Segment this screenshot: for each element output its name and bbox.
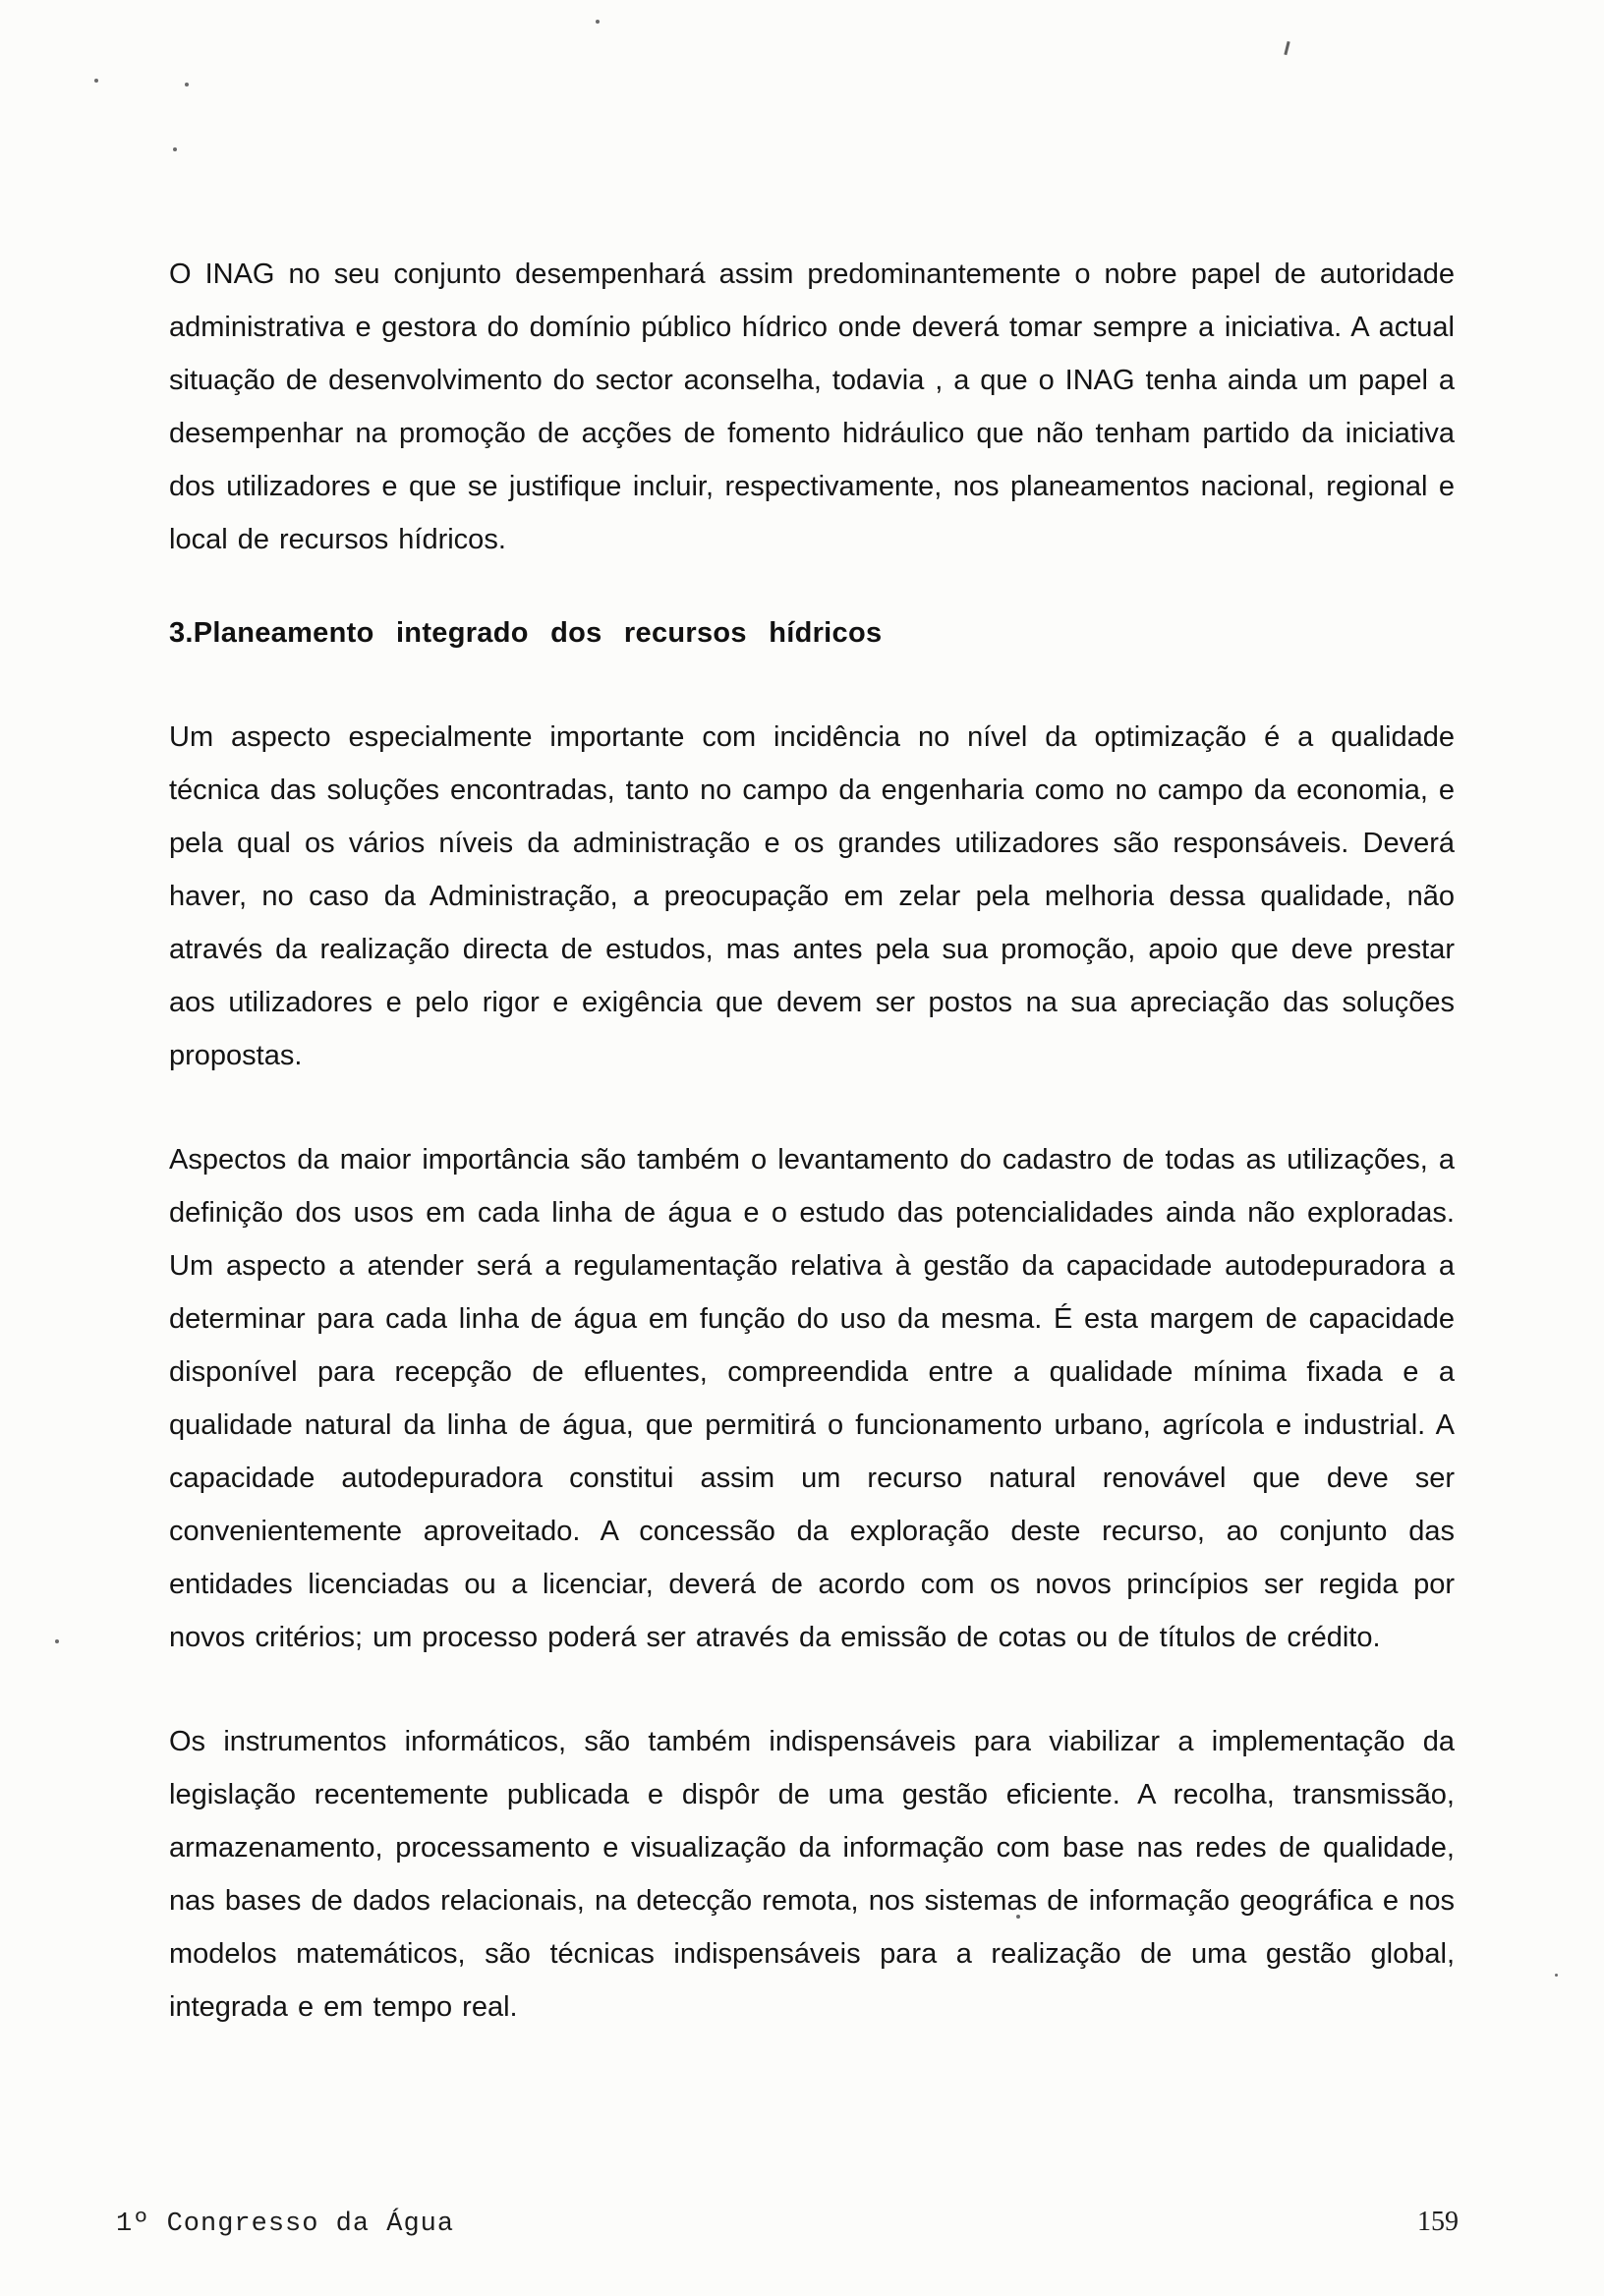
- scan-speck: [173, 147, 177, 151]
- body-paragraph-1: O INAG no seu conjunto desempenhará assim predominantemente o nobre papel de autoridade administrativa e gestora do domínio público hídrico onde deverá tomar sempre a iniciativa. A actual situação de desenvolvimento do sector aconselha, todavia , a que o INAG tenha ainda um papel a desempenhar na promoção de acções de fomento hidráulico que não tenham partido da iniciativa dos utilizadores e que se justifique incluir, respectivamente, nos planeamentos nacional, regional e local de recursos hídricos.: [169, 258, 1455, 555]
- scan-speck: [596, 20, 600, 24]
- body-paragraph-2: Um aspecto especialmente importante com incidência no nível da optimização é a qualidade técnica das soluções encontradas, tanto no campo da engenharia como no campo da economia, e pela qual os vários níveis da administração e os grandes utilizadores são responsáveis. Deverá haver, no caso da Administração, a preocupação em zelar pela melhoria dessa qualidade, não através da realização directa de estudos, mas antes pela sua promoção, apoio que deve prestar aos utilizadores e pelo rigor e exigência que devem ser postos na sua apreciação das soluções propostas.: [169, 721, 1455, 1071]
- body-paragraph-3: Aspectos da maior importância são também o levantamento do cadastro de todas as utilizações, a definição dos usos em cada linha de água e o estudo das potencialidades ainda não exploradas. Um aspecto a atender será a regulamentação relativa à gestão da capacidade autodepuradora a determinar para cada linha de água em função do uso da mesma. É esta margem de capacidade disponível para recepção de efluentes, compreendida entre a qualidade mínima fixada e a qualidade natural da linha de água, que permitirá o funcionamento urbano, agrícola e industrial. A capacidade autodepuradora constitui assim um recurso natural renovável que deve ser convenientemente aproveitado. A concessão da exploração deste recurso, ao conjunto das entidades licenciadas ou a licenciar, deverá de acordo com os novos princípios ser regida por novos critérios; um processo poderá ser através da emissão de cotas ou de títulos de crédito.: [169, 1144, 1455, 1653]
- section-heading: 3.Planeamento integrado dos recursos hídricos: [169, 617, 883, 649]
- scan-speck: [55, 1639, 59, 1643]
- scan-speck: [94, 79, 98, 83]
- page-footer: [116, 2207, 1459, 2239]
- scan-speck: [1555, 1974, 1558, 1977]
- page-number: 159: [1417, 2207, 1459, 2237]
- footer-congress-title: 1º Congresso da Água: [116, 2210, 455, 2239]
- body-paragraph-4: Os instrumentos informáticos, são também indispensáveis para viabilizar a implementação da legislação recentemente publicada e dispôr de uma gestão eficiente. A recolha, transmissão, armazenamento, processamento e visualização da informação com base nas redes de qualidade, nas bases de dados relacionais, na detecção remota, nos sistemas de informação geográfica e nos modelos matemáticos, são técnicas indispensáveis para a realização de uma gestão global, integrada e em tempo real.: [169, 1726, 1455, 2023]
- scan-stray-mark: [1284, 41, 1289, 55]
- scan-speck: [185, 83, 189, 86]
- text-block: [169, 248, 1455, 2034]
